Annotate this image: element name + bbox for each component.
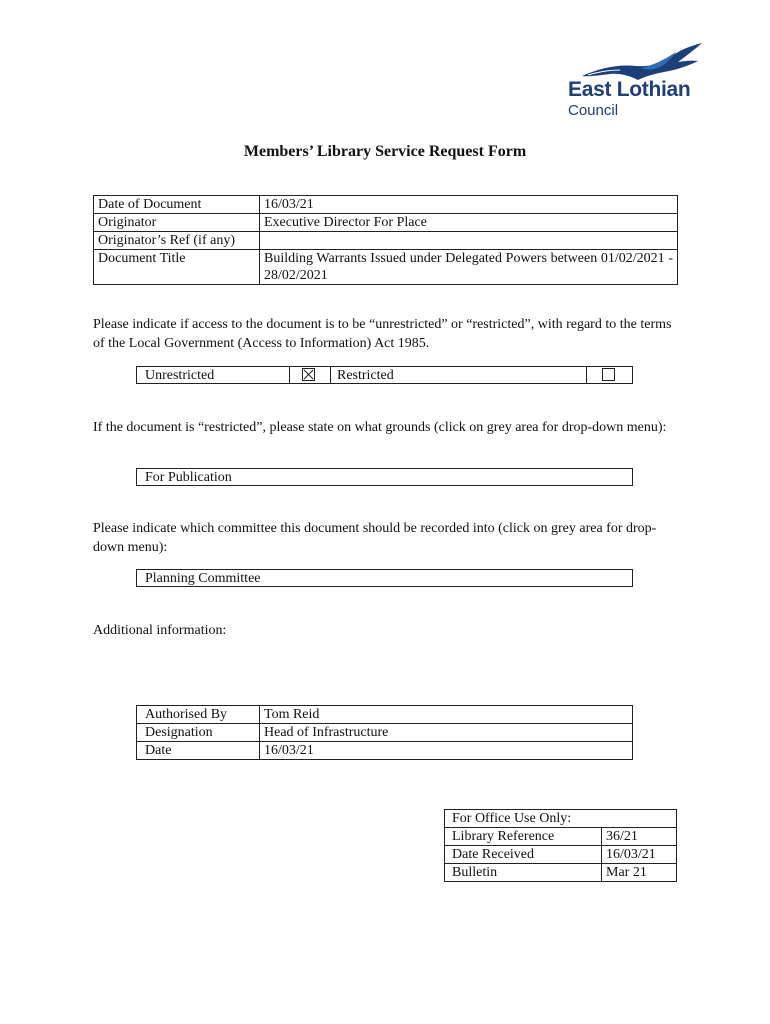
bulletin-label: Bulletin — [445, 864, 602, 882]
restricted-label: Restricted — [337, 368, 394, 383]
table-row — [94, 250, 678, 285]
originator-ref-label: Originator’s Ref (if any) — [94, 232, 260, 250]
table-row — [137, 724, 633, 742]
originator-label: Originator — [94, 214, 260, 232]
table-row — [94, 214, 678, 232]
page-title: Members’ Library Service Request Form — [243, 143, 527, 160]
bulletin-field[interactable]: Mar 21 — [602, 864, 677, 882]
library-reference-field[interactable]: 36/21 — [602, 828, 677, 846]
office-use-table — [444, 809, 677, 882]
office-use-heading: For Office Use Only: — [445, 810, 677, 828]
originator-field[interactable]: Executive Director For Place — [260, 214, 678, 232]
authorised-by-field[interactable]: Tom Reid — [260, 706, 633, 724]
authorised-by-label: Authorised By — [137, 706, 260, 724]
date-field[interactable]: 16/03/21 — [260, 742, 633, 760]
originator-ref-field[interactable] — [260, 232, 678, 250]
document-title-label: Document Title — [94, 250, 260, 285]
table-row — [445, 828, 677, 846]
logo-text-primary: East Lothian — [568, 78, 691, 101]
table-row — [445, 810, 677, 828]
unrestricted-checkbox[interactable] — [302, 368, 315, 381]
document-details-table — [93, 195, 678, 285]
logo-text-secondary: Council — [568, 102, 619, 119]
committee-instructions: Please indicate which committee this document should be recorded into (click on grey area for drop-down menu): — [93, 521, 657, 555]
access-instructions: Please indicate if access to the document is to be “unrestricted” or “restricted”, with regard to the terms of the Local Government (Access to Information) Act 1985. — [93, 317, 672, 351]
restricted-checkbox[interactable] — [602, 368, 615, 381]
table-row — [445, 864, 677, 882]
council-logo — [562, 42, 722, 122]
divider — [330, 367, 331, 383]
date-received-field[interactable]: 16/03/21 — [602, 846, 677, 864]
library-reference-label: Library Reference — [445, 828, 602, 846]
grounds-instructions: If the document is “restricted”, please state on what grounds (click on grey area for drop-down menu): — [93, 420, 667, 435]
divider — [289, 367, 290, 383]
date-received-label: Date Received — [445, 846, 602, 864]
divider — [586, 367, 587, 383]
date-label: Date — [137, 742, 260, 760]
committee-dropdown[interactable]: Planning Committee — [136, 569, 633, 587]
designation-label: Designation — [137, 724, 260, 742]
table-row — [94, 196, 678, 214]
table-row — [137, 742, 633, 760]
designation-field[interactable]: Head of Infrastructure — [260, 724, 633, 742]
table-row — [94, 232, 678, 250]
table-row — [445, 846, 677, 864]
authorisation-table — [136, 705, 633, 760]
date-of-document-field[interactable]: 16/03/21 — [260, 196, 678, 214]
grounds-dropdown[interactable]: For Publication — [136, 468, 633, 486]
additional-info-label: Additional information: — [93, 623, 227, 638]
unrestricted-label: Unrestricted — [145, 368, 215, 383]
table-row — [137, 706, 633, 724]
document-title-field[interactable]: Building Warrants Issued under Delegated Powers between 01/02/2021 - 28/02/2021 — [260, 250, 678, 285]
access-selector — [136, 366, 633, 384]
date-of-document-label: Date of Document — [94, 196, 260, 214]
